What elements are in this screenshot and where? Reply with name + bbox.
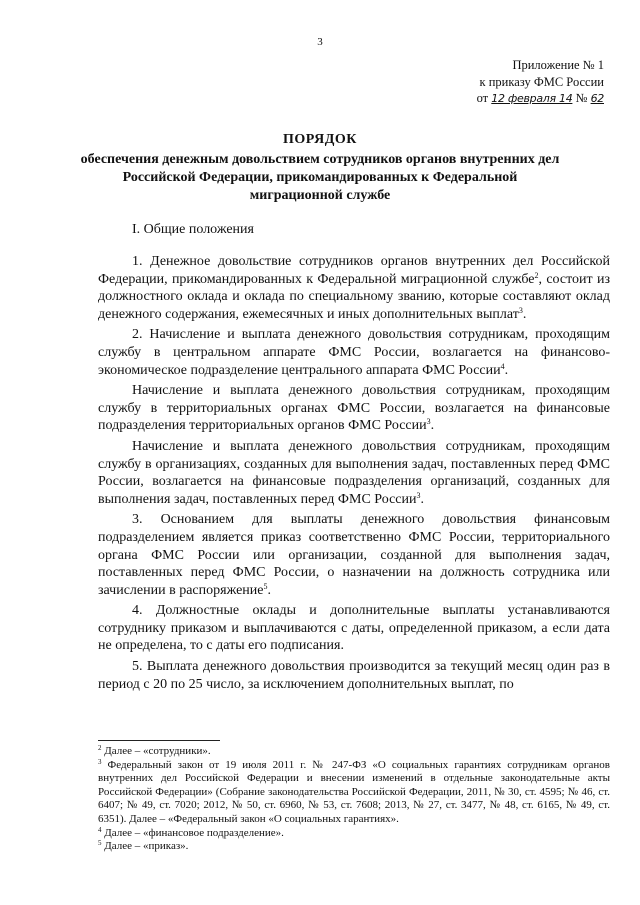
annex-number-handwritten: 62 [590,92,604,105]
document-subtitle: обеспечения денежным довольствием сотрудников органов внутренних дел Российской Федерации, прикомандированных к Федеральной миграционной службе [80,152,560,203]
footnote-ref: 3 [426,417,431,427]
paragraph-3-text-b: . [430,418,435,434]
paragraph-1-text-a: 1. Денежное довольствие сотрудников органов внутренних дел Российской Федерации, прикомандированных к Федеральной миграционной службе [98,254,610,287]
document-body [98,253,610,696]
paragraph-2-text-b: . [504,362,509,378]
footnote-text: Далее – «сотрудники». [101,745,211,757]
footnote-ref: 3 [518,305,523,315]
paragraph-2-text-a: 2. Начисление и выплата денежного довольствия сотрудникам, проходящим службу в центральном аппарате ФМС России, возлагается на финансово-экономическое подразделение центрального аппарата ФМС России [98,327,610,378]
paragraph-1-text-b: , состоит из должностного оклада и оклада по специальному званию, которые составляют оклад денежного содержания, ежемесячных и иных дополнительных выплат [98,271,611,322]
footnote-text: Федеральный закон от 19 июля 2011 г. № 247-ФЗ «О социальных гарантиях сотрудникам органов внутренних дел Российской Федерации и внесении изменений в отдельные законодательные акты Российской Федерации» (Собрание законодательства Российской Федерации, 2011, № 30, ст. 4595; № 46, ст. 6407; № 49, ст. 7020; 2012, № 50, ст. 6960, № 53, ст. 7608; 2013, № 27, ст. 3477, № 48, ст. 6165, № 49, ст. 6351). Далее – «Федеральный закон «О социальных гарантиях». [98,758,610,825]
annex-date-line [344,90,604,108]
paragraph-5-text-a: 3. Основанием для выплаты денежного довольствия финансовым подразделением является приказ соответственно ФМС России, территориального органа ФМС России или организации, созданной для выполнения задач, поставленных перед ФМС России, о назначении на должность сотрудника или зачислении в распоряжение [98,512,610,598]
footnote-ref: 4 [500,361,505,371]
footnote-text: Далее – «приказ». [101,840,189,853]
footnote-number: 3 [98,757,102,766]
paragraph-5 [98,511,610,599]
footnote-5 [98,840,610,854]
paragraph-3 [98,382,610,435]
footnote-separator [98,740,220,741]
annex-line-1: Приложение № 1 [512,58,604,72]
annex-line-2: к приказу ФМС России [479,74,604,89]
paragraph-6: 4. Должностные оклады и дополнительные выплаты устанавливаются сотруднику приказом и выплачиваются с даты, определенной приказом, а если дата не определена, то с даты его подписания. [98,603,610,654]
section-heading: I. Общие положения [132,222,254,237]
document-title: ПОРЯДОК [283,132,357,147]
footnote-2 [98,745,610,759]
annex-number-label: № [575,91,588,105]
paragraph-1-text-c: . [522,306,527,322]
page-number: 3 [317,36,323,48]
paragraph-7: 5. Выплата денежного довольствия производится за текущий месяц один раз в период с 20 по 25 число, за исключением дополнительных выплат, по [98,659,610,692]
footnote-number: 4 [98,825,102,834]
footnote-4 [98,827,610,841]
paragraph-2 [98,326,610,379]
annex-header [344,57,604,108]
paragraph-3-text-a: Начисление и выплата денежного довольствия сотрудникам, проходящим службу в территориальных органах ФМС России, возлагается на финансовые подразделения территориальных органов ФМС России [98,383,610,434]
footnote-number: 5 [98,839,102,848]
annex-date-handwritten: 12 февраля 14 [491,92,573,105]
footnote-ref: 5 [263,581,268,591]
footnote-number: 2 [98,744,102,752]
paragraph-5-text-b: . [267,582,271,598]
paragraph-1 [98,253,610,323]
paragraph-4-text-b: . [420,491,424,507]
footnotes [98,745,610,854]
paragraph-4-text-a: Начисление и выплата денежного довольствия сотрудникам, проходящим службу в организациях, созданных для выполнения задач, поставленных перед ФМС России, возлагается на финансовые подразделения организаций, созданных для выполнения задач, поставленных перед ФМС России [98,438,610,507]
footnote-text: Далее – «финансовое подразделение». [101,826,284,839]
footnote-ref: 3 [416,490,421,500]
footnote-ref: 2 [534,270,539,280]
annex-from-label: от [476,91,489,105]
paragraph-4 [98,438,610,508]
footnote-3 [98,759,610,827]
